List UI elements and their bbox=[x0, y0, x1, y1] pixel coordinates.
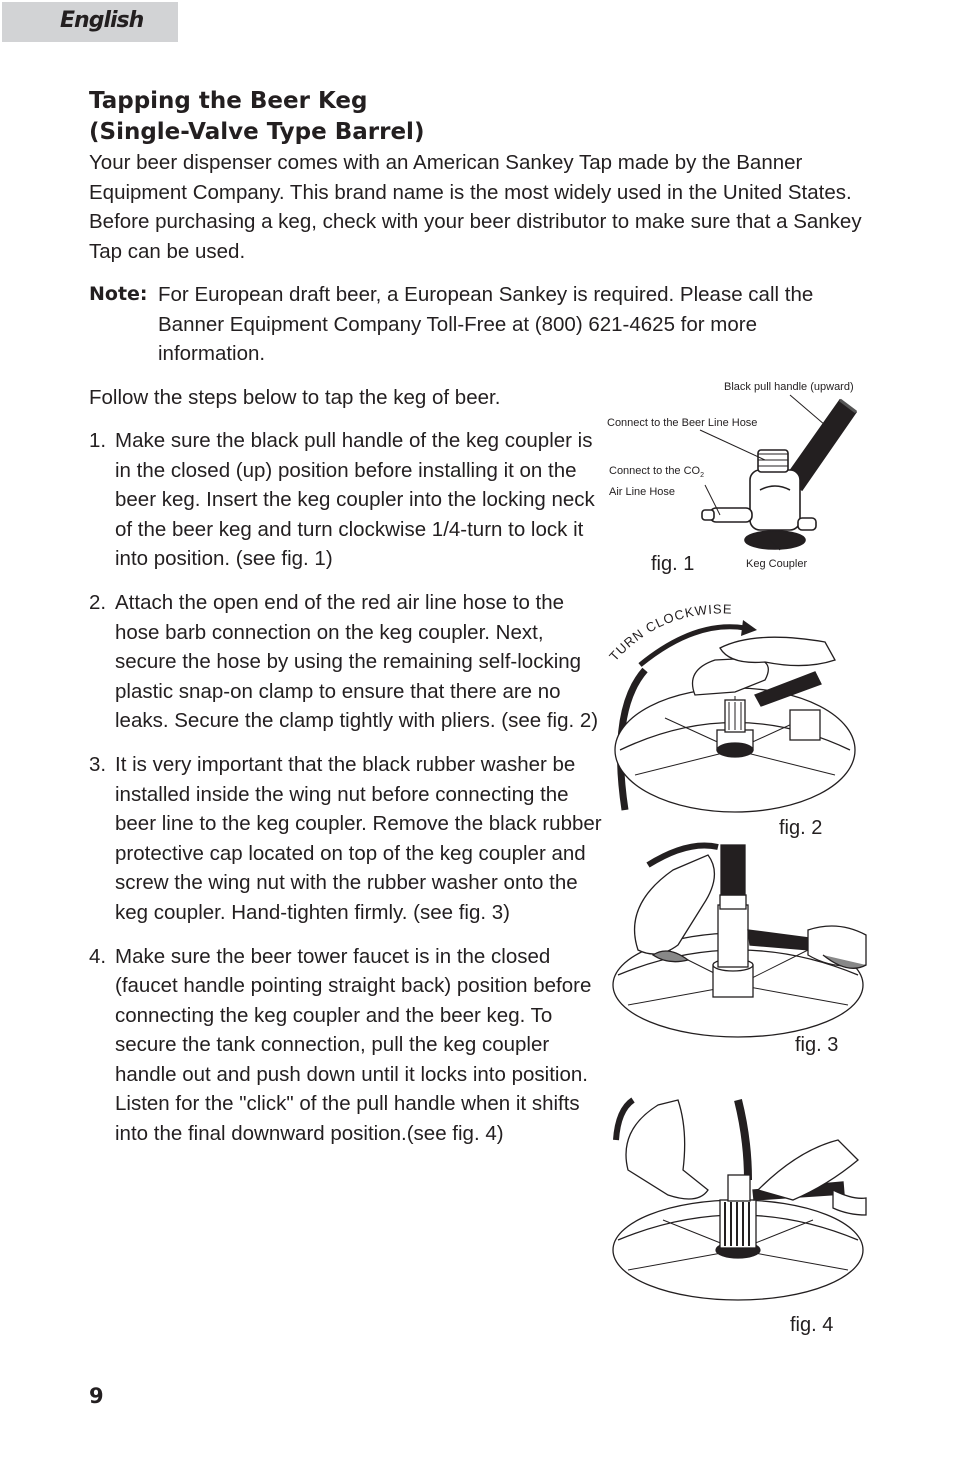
step-text: It is very important that the black rubber washer be installed inside the wing nut before connecting the beer line to the keg coupler. Remove the black rubber protective cap located on top of the keg coupler and screw the wing nut with the rubber washer onto the keg coupler. Hand-tighten firmly. (see fig. 3) bbox=[115, 752, 602, 924]
step-text: Attach the open end of the red air line hose to the hose barb connection on the keg coupler. Next, secure the hose by using the remaining self-locking plastic snap-on clamp to ensure that there are no leaks. Secure the clamp tightly with pliers. (see fig. 2) bbox=[115, 590, 599, 733]
step-3 bbox=[89, 750, 604, 928]
fig1-label: fig. 1 bbox=[651, 553, 695, 575]
follow-steps-text: Follow the steps below to tap the keg of beer. bbox=[89, 386, 501, 409]
co2-line2: Air Line Hose bbox=[609, 486, 676, 499]
steps-list bbox=[89, 426, 604, 1163]
note-label: Note: bbox=[89, 283, 148, 305]
language-label: English bbox=[60, 8, 144, 33]
fig4-pull-handle-down-illustration bbox=[608, 1090, 868, 1305]
fig1-leader-lines bbox=[600, 385, 870, 565]
step-4 bbox=[89, 942, 604, 1149]
step-2 bbox=[89, 588, 604, 736]
fig2-label: fig. 2 bbox=[779, 817, 823, 839]
step-number: 1. bbox=[89, 429, 107, 452]
page-number: 9 bbox=[89, 1384, 104, 1408]
fig4-label: fig. 4 bbox=[790, 1314, 834, 1336]
note-text: For European draft beer, a European Sankey is required. Please call the Banner Equipment Company Toll-Free at (800) 621-4625 for more information. bbox=[158, 283, 814, 366]
step-number: 3. bbox=[89, 752, 107, 776]
co2-subscript: 2 bbox=[700, 472, 705, 480]
fig3-wing-nut-illustration bbox=[608, 835, 868, 1040]
language-tab bbox=[2, 2, 178, 42]
step-1 bbox=[89, 426, 604, 574]
step-number: 4. bbox=[89, 944, 107, 968]
title-line-2: (Single-Valve Type Barrel) bbox=[89, 119, 425, 145]
step-text: Make sure the black pull handle of the keg coupler is in the closed (up) position before installing it on the beer keg. Insert the keg coupler into the locking neck of the beer keg and turn clockwise 1/4-turn to lock it into position. (see fig. 1) bbox=[115, 429, 595, 571]
title-line-1: Tapping the Beer Keg bbox=[89, 88, 368, 114]
svg-text:TURN CLOCKWISE bbox=[606, 601, 733, 663]
intro-paragraph: Your beer dispenser comes with an American Sankey Tap made by the Banner Equipment Company. This brand name is the most widely used in the United States. Before purchasing a keg, check with your beer distributor to make sure that a Sankey Tap can be used. bbox=[89, 151, 862, 263]
step-number: 2. bbox=[89, 590, 107, 614]
fig2-turn-clockwise-illustration bbox=[605, 600, 870, 815]
callout-beer-line: Connect to the Beer Line Hose bbox=[607, 417, 758, 429]
callout-pull-handle: Black pull handle (upward) bbox=[724, 381, 854, 393]
section-title bbox=[89, 86, 424, 148]
fig2-arrow-text: TURN CLOCKWISE bbox=[606, 601, 733, 664]
co2-prefix: Connect to the CO bbox=[609, 465, 701, 477]
step-text: Make sure the beer tower faucet is in the closed (faucet handle pointing straight back) position before connecting the keg coupler and the beer keg. To secure the tank connection, pull the keg coupler handle out and push down until it locks into position. Listen for the "click" of the pull handle when it shifts into the final downward position.(see fig. 4) bbox=[115, 944, 592, 1146]
fig3-label: fig. 3 bbox=[795, 1034, 839, 1056]
callout-keg-coupler: Keg Coupler bbox=[746, 558, 808, 570]
